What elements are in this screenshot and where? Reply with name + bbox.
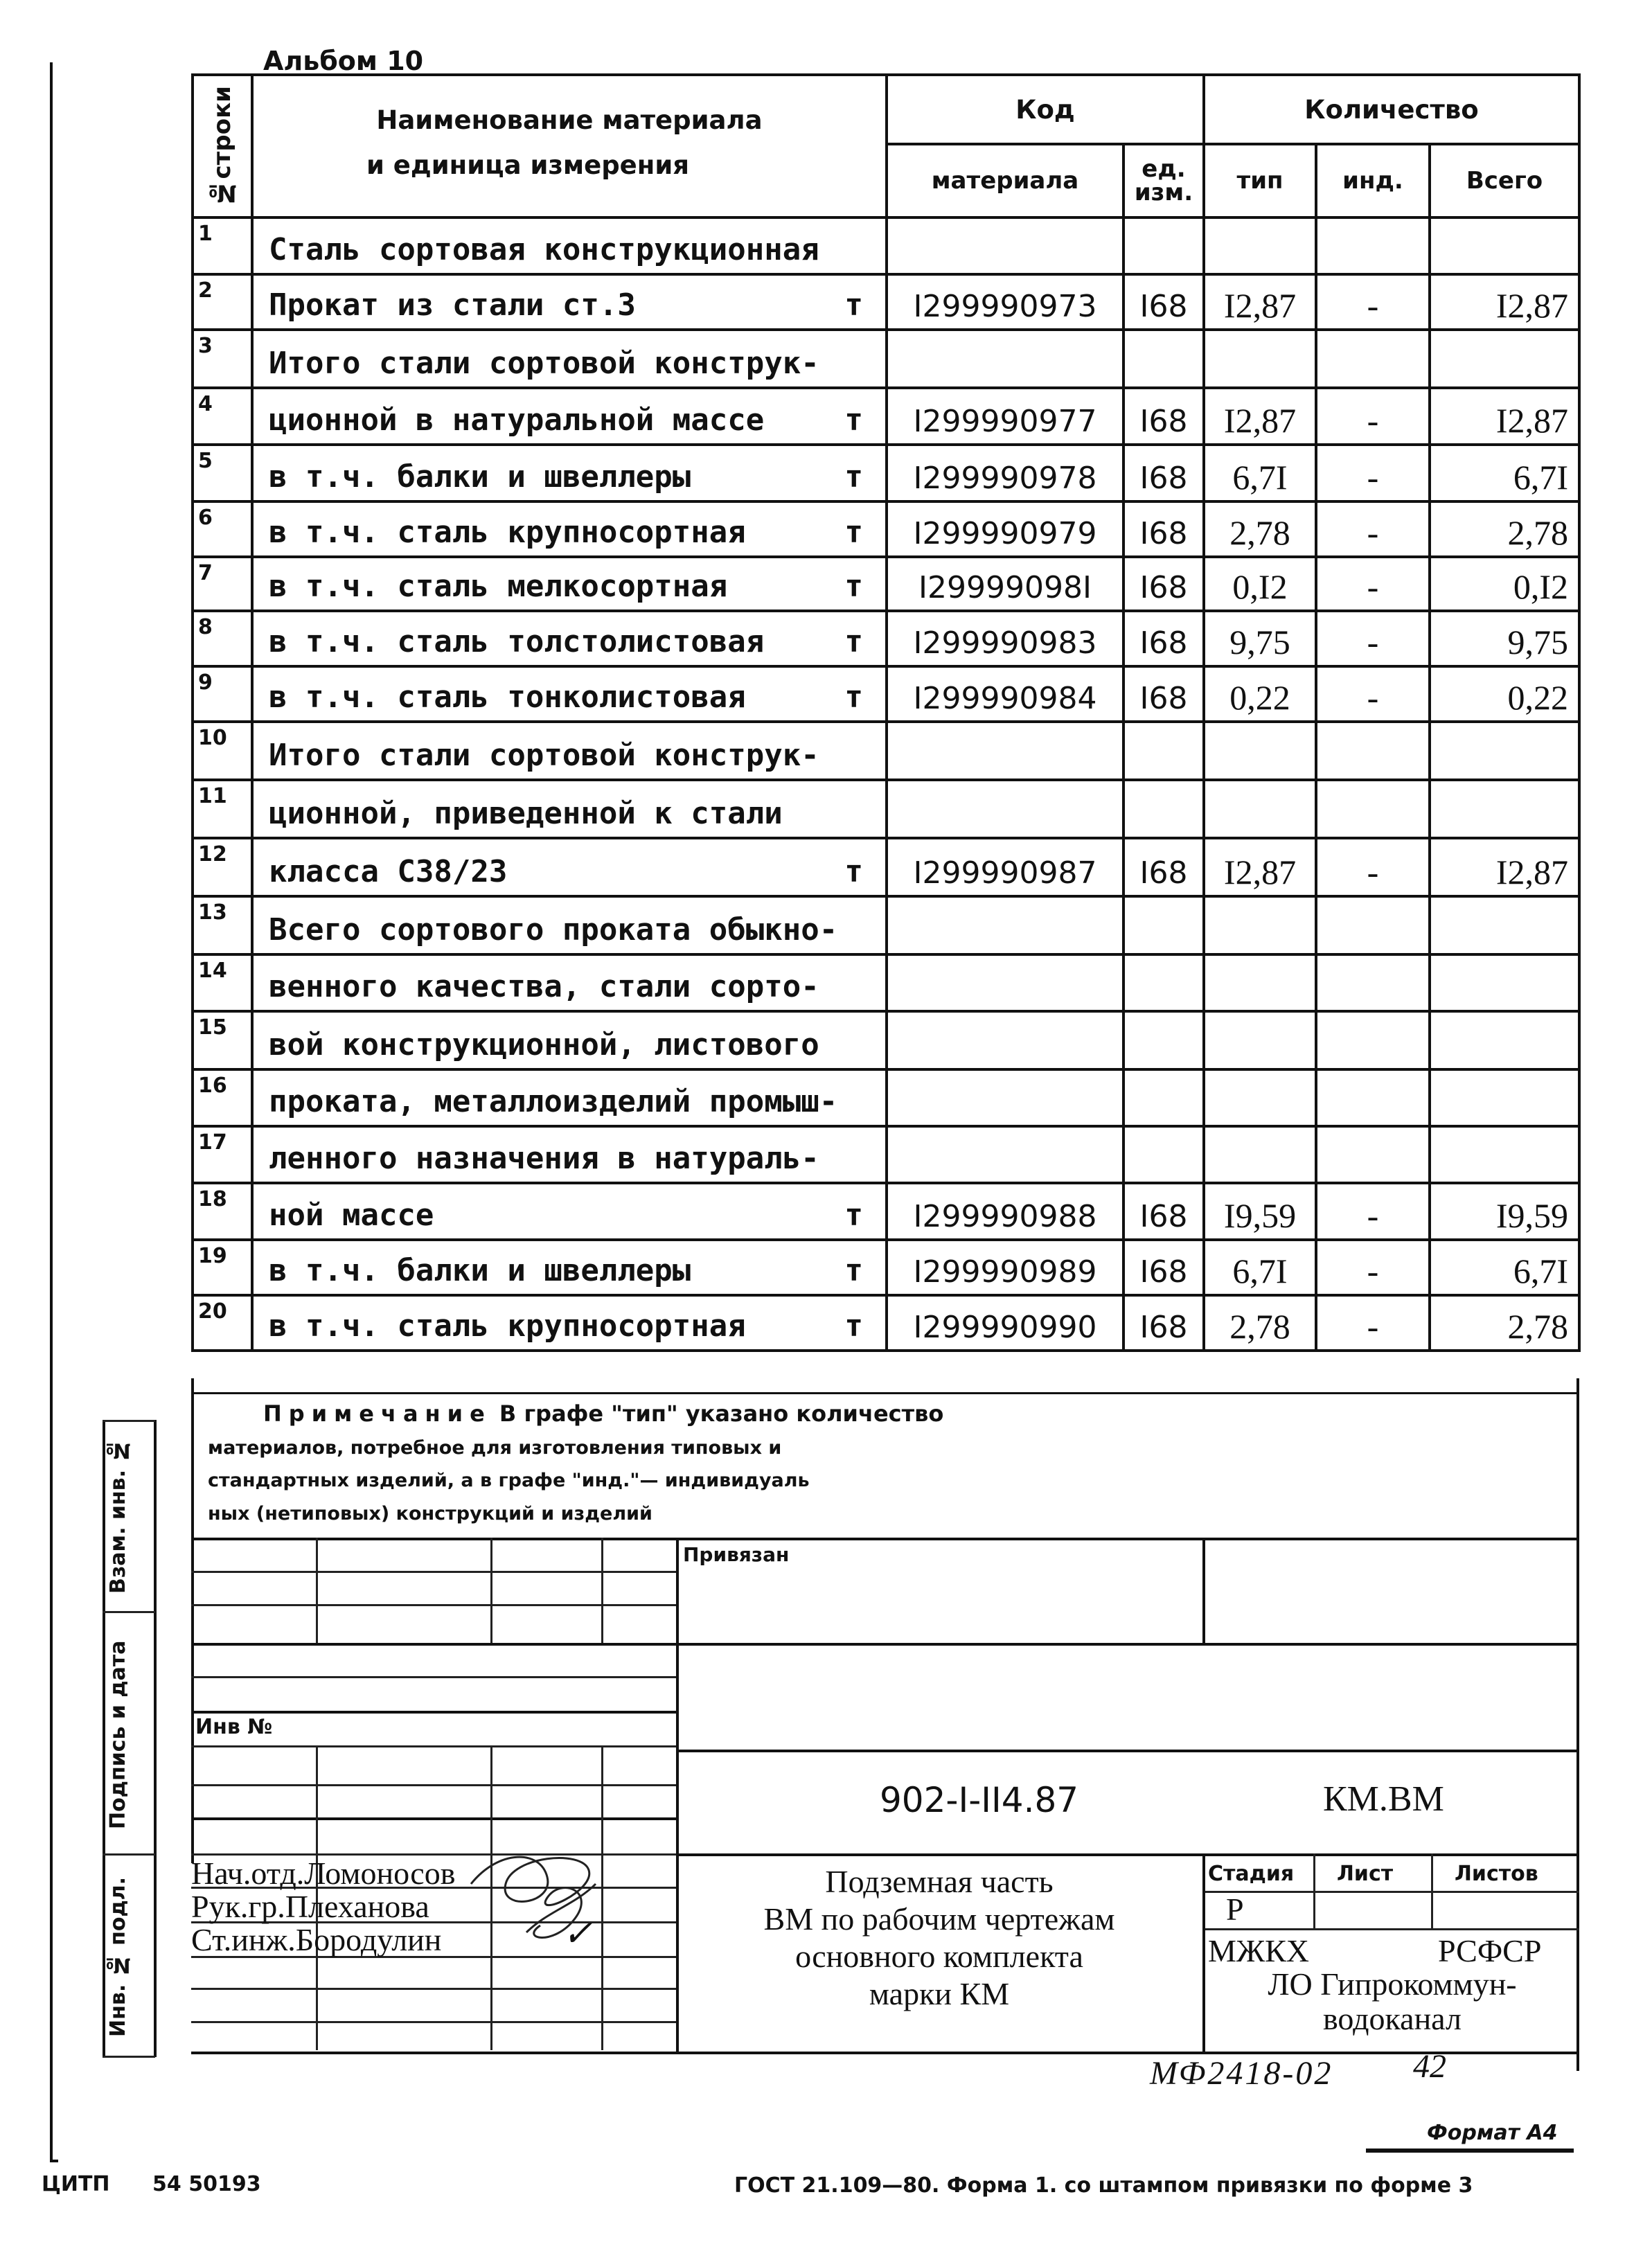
unit-code: I68	[1123, 388, 1204, 445]
table-row	[193, 217, 1579, 274]
stamp-document-code: 902-I-II4.87	[880, 1780, 1079, 1820]
quantity-total: I2,87	[1430, 388, 1579, 445]
unit-label: т	[844, 1253, 863, 1288]
material-code	[887, 1011, 1123, 1069]
quantity-individual: -	[1316, 557, 1430, 611]
quantity-individual	[1316, 1069, 1430, 1126]
unit-code: I68	[1123, 274, 1204, 330]
quantity-type: 6,7I	[1204, 1240, 1316, 1295]
quantity-type	[1204, 896, 1316, 954]
footer-gost: ГОСТ 21.109—80. Форма 1. со штампом привязки по форме 3	[734, 2173, 1473, 2198]
table-row	[193, 838, 1579, 896]
drawing-title: Подземная часть ВМ по рабочим чертежам основного комплекта марки КМ	[763, 1864, 1115, 2011]
row-number: 4	[193, 388, 252, 445]
unit-code	[1123, 1126, 1204, 1183]
material-name-text: вой конструкционной, листового	[269, 1027, 819, 1062]
left-margin-line	[50, 62, 53, 2161]
material-code: I299990989	[887, 1240, 1123, 1295]
quantity-type: 2,78	[1204, 501, 1316, 557]
quantity-individual: -	[1316, 611, 1430, 666]
unit-label: т	[844, 287, 863, 323]
unit-code: I68	[1123, 1183, 1204, 1240]
quantity-type: I9,59	[1204, 1183, 1316, 1240]
table-row	[193, 954, 1579, 1011]
row-number: 5	[193, 445, 252, 501]
side-column-left	[103, 1420, 105, 2057]
quantity-individual: -	[1316, 501, 1430, 557]
note-line-3: стандартных изделий, а в графе "инд."— индивидуаль	[208, 1470, 810, 1491]
quantity-type	[1204, 1069, 1316, 1126]
row-number: 17	[193, 1126, 252, 1183]
stamp-mark: КМ.ВМ	[1323, 1779, 1444, 1819]
material-name-text: класса С38/23	[269, 854, 508, 889]
table-row	[193, 1240, 1579, 1295]
unit-code	[1123, 1011, 1204, 1069]
quantity-individual: -	[1316, 1295, 1430, 1351]
stage-value: Р	[1226, 1892, 1244, 1927]
staff-name: Плеханова	[285, 1889, 429, 1924]
material-name	[252, 1126, 887, 1183]
signature-initials: ✓	[562, 1914, 593, 1954]
table-row	[193, 388, 1579, 445]
staff-row-1	[191, 1855, 455, 1892]
stamp-inv-no-label: Инв №	[195, 1715, 273, 1739]
row-number: 11	[193, 780, 252, 838]
material-name	[252, 1295, 887, 1351]
staff-role: Рук.гр.	[191, 1889, 285, 1924]
material-name-text: венного качества, стали сорто-	[269, 969, 819, 1004]
quantity-individual: -	[1316, 1240, 1430, 1295]
quantity-total: 0,I2	[1430, 557, 1579, 611]
material-code	[887, 896, 1123, 954]
quantity-total: 6,7I	[1430, 445, 1579, 501]
quantity-individual: -	[1316, 666, 1430, 722]
quantity-type	[1204, 780, 1316, 838]
row-number: 8	[193, 611, 252, 666]
material-name	[252, 557, 887, 611]
unit-code: I68	[1123, 666, 1204, 722]
quantity-total	[1430, 896, 1579, 954]
margin-tick	[50, 2160, 58, 2162]
footer-order-number: 54 50193	[152, 2172, 261, 2196]
quantity-total: I9,59	[1430, 1183, 1579, 1240]
material-name-text: Всего сортового проката обыкно-	[269, 912, 838, 947]
quantity-total	[1430, 722, 1579, 780]
row-number: 2	[193, 274, 252, 330]
unit-label: т	[844, 1198, 863, 1233]
stage-label: Стадия	[1208, 1862, 1295, 1886]
note-line-2: материалов, потребное для изготовления типовых и	[208, 1437, 782, 1459]
quantity-individual	[1316, 954, 1430, 1011]
material-name-text: в т.ч. сталь толстолистовая	[269, 624, 765, 659]
column-header-type: тип	[1204, 144, 1316, 217]
footer-org: ЦИТП	[42, 2172, 110, 2196]
material-code	[887, 217, 1123, 274]
quantity-type: 6,7I	[1204, 445, 1316, 501]
quantity-type	[1204, 954, 1316, 1011]
quantity-total	[1430, 780, 1579, 838]
material-name	[252, 954, 887, 1011]
material-name	[252, 666, 887, 722]
material-code	[887, 722, 1123, 780]
note-title: Примечание	[263, 1400, 492, 1427]
unit-code	[1123, 330, 1204, 388]
material-name-text: Прокат из стали ст.3	[269, 287, 636, 323]
note-line-4: ных (нетиповых) конструкций и изделий	[208, 1503, 652, 1524]
footer-format-underline	[1366, 2148, 1574, 2153]
quantity-type	[1204, 722, 1316, 780]
quantity-total	[1430, 217, 1579, 274]
table-row	[193, 780, 1579, 838]
table-row	[193, 330, 1579, 388]
material-code: I299990987	[887, 838, 1123, 896]
quantity-type: 0,22	[1204, 666, 1316, 722]
material-name	[252, 1011, 887, 1069]
unit-label: т	[844, 459, 863, 495]
side-column-right	[154, 1420, 157, 2057]
quantity-individual	[1316, 330, 1430, 388]
side-label-signature-date: Подпись и дата	[106, 1640, 130, 1830]
material-name-text: в т.ч. балки и швеллеры	[269, 1253, 691, 1288]
quantity-type	[1204, 217, 1316, 274]
footer-format: Формат А4	[1427, 2121, 1558, 2145]
quantity-individual: -	[1316, 1183, 1430, 1240]
material-code	[887, 1126, 1123, 1183]
material-name-text: Сталь сортовая конструкционная	[269, 232, 819, 267]
column-header-quantity: Количество	[1204, 75, 1579, 144]
row-number: 13	[193, 896, 252, 954]
material-name	[252, 388, 887, 445]
quantity-total: 2,78	[1430, 501, 1579, 557]
material-name-text: в т.ч. сталь крупносортная	[269, 1308, 746, 1344]
material-name-text: в т.ч. сталь крупносортная	[269, 515, 746, 550]
material-name	[252, 1240, 887, 1295]
row-number: 14	[193, 954, 252, 1011]
table-row	[193, 1183, 1579, 1240]
staff-name: Бородулин	[295, 1922, 442, 1957]
quantity-individual	[1316, 780, 1430, 838]
quantity-total: I2,87	[1430, 274, 1579, 330]
table-row	[193, 1069, 1579, 1126]
row-number: 12	[193, 838, 252, 896]
quantity-total	[1430, 1011, 1579, 1069]
unit-code	[1123, 722, 1204, 780]
unit-code: I68	[1123, 557, 1204, 611]
row-number: 3	[193, 330, 252, 388]
row-number: 6	[193, 501, 252, 557]
unit-code	[1123, 954, 1204, 1011]
material-name	[252, 722, 887, 780]
material-code: I299990979	[887, 501, 1123, 557]
column-header-name: Наименование материала и единица измерения	[252, 75, 887, 217]
unit-label: т	[844, 402, 863, 438]
table-row	[193, 611, 1579, 666]
staff-role: Нач.отд.	[191, 1856, 305, 1891]
material-code: I299990984	[887, 666, 1123, 722]
quantity-type	[1204, 330, 1316, 388]
unit-code	[1123, 1069, 1204, 1126]
material-name-text: в т.ч. балки и швеллеры	[269, 459, 691, 495]
material-name-text: Итого стали сортовой конструк-	[269, 346, 819, 381]
unit-label: т	[844, 624, 863, 659]
material-name	[252, 330, 887, 388]
material-name	[252, 780, 887, 838]
frame-left-edge	[191, 1378, 194, 1863]
quantity-individual: -	[1316, 388, 1430, 445]
quantity-total	[1430, 1069, 1579, 1126]
material-code: I299990990	[887, 1295, 1123, 1351]
note-top-border	[191, 1392, 1579, 1394]
material-name	[252, 274, 887, 330]
material-name	[252, 217, 887, 274]
materials-table	[191, 73, 1581, 1352]
material-code	[887, 954, 1123, 1011]
note-line-1: Примечание В графе "тип" указано количество	[263, 1400, 944, 1427]
quantity-individual	[1316, 1011, 1430, 1069]
material-name	[252, 611, 887, 666]
unit-code: I68	[1123, 611, 1204, 666]
material-name-text: Итого стали сортовой конструк-	[269, 738, 819, 773]
material-name-text: ционной, приведенной к стали	[269, 796, 783, 831]
material-name-text: проката, металлоизделий промыш-	[269, 1084, 838, 1119]
column-header-total: Всего	[1430, 144, 1579, 217]
unit-code: I68	[1123, 501, 1204, 557]
material-name	[252, 501, 887, 557]
material-name	[252, 445, 887, 501]
quantity-total: I2,87	[1430, 838, 1579, 896]
sheets-count-label: Листов	[1455, 1862, 1538, 1886]
row-number: 20	[193, 1295, 252, 1351]
staff-role: Ст.инж.	[191, 1922, 296, 1957]
unit-label: т	[844, 854, 863, 889]
staff-row-2	[191, 1888, 429, 1925]
quantity-total	[1430, 1126, 1579, 1183]
quantity-type: I2,87	[1204, 838, 1316, 896]
sheet-label: Лист	[1337, 1862, 1394, 1886]
quantity-type: 2,78	[1204, 1295, 1316, 1351]
unit-code	[1123, 896, 1204, 954]
unit-label: т	[844, 1308, 863, 1344]
table-row	[193, 501, 1579, 557]
quantity-individual	[1316, 217, 1430, 274]
material-name	[252, 1069, 887, 1126]
quantity-total: 9,75	[1430, 611, 1579, 666]
unit-code	[1123, 217, 1204, 274]
quantity-individual: -	[1316, 445, 1430, 501]
material-name-text: ционной в натуральной массе	[269, 402, 765, 438]
handwritten-page-number: 42	[1413, 2048, 1446, 2085]
table-row	[193, 1295, 1579, 1351]
material-code: I299990983	[887, 611, 1123, 666]
material-name-text: ной массе	[269, 1198, 434, 1233]
table-row	[193, 1011, 1579, 1069]
staff-row-3	[191, 1921, 441, 1958]
column-header-row-no: №строки	[193, 75, 252, 217]
material-code: I299990977	[887, 388, 1123, 445]
material-name-text: ленного назначения в натураль-	[269, 1141, 819, 1176]
quantity-type: 0,I2	[1204, 557, 1316, 611]
handwritten-archive-code: МФ2418-02	[1150, 2055, 1333, 2092]
unit-code	[1123, 780, 1204, 838]
org-ministry: МЖКХ	[1208, 1933, 1310, 1968]
side-label-replaced-inv: Взам. инв. №	[106, 1438, 130, 1594]
quantity-type	[1204, 1126, 1316, 1183]
quantity-total	[1430, 954, 1579, 1011]
material-code	[887, 780, 1123, 838]
quantity-total	[1430, 330, 1579, 388]
material-name-text: в т.ч. сталь тонколистовая	[269, 679, 746, 715]
quantity-individual	[1316, 1126, 1430, 1183]
table-row	[193, 722, 1579, 780]
quantity-total: 0,22	[1430, 666, 1579, 722]
row-number: 9	[193, 666, 252, 722]
quantity-individual: -	[1316, 274, 1430, 330]
stamp-attached-label: Привязан	[683, 1543, 790, 1566]
row-number: 1	[193, 217, 252, 274]
quantity-type: I2,87	[1204, 274, 1316, 330]
column-header-material-code: материала	[887, 144, 1123, 217]
row-number: 15	[193, 1011, 252, 1069]
material-code: I299990973	[887, 274, 1123, 330]
column-header-unit-code: ед. изм.	[1123, 144, 1204, 217]
material-code: I299990978	[887, 445, 1123, 501]
row-number: 19	[193, 1240, 252, 1295]
table-row	[193, 666, 1579, 722]
material-code: I29999098I	[887, 557, 1123, 611]
unit-label: т	[844, 569, 863, 604]
column-header-individual: инд.	[1316, 144, 1430, 217]
unit-code: I68	[1123, 445, 1204, 501]
unit-code: I68	[1123, 838, 1204, 896]
unit-label: т	[844, 515, 863, 550]
quantity-type	[1204, 1011, 1316, 1069]
album-fragment: Альбом 10	[263, 48, 424, 73]
quantity-total: 6,7I	[1430, 1240, 1579, 1295]
material-code	[887, 1069, 1123, 1126]
row-number: 18	[193, 1183, 252, 1240]
quantity-individual	[1316, 896, 1430, 954]
material-name	[252, 896, 887, 954]
material-name	[252, 1183, 887, 1240]
table-row	[193, 274, 1579, 330]
quantity-individual: -	[1316, 838, 1430, 896]
material-name-text: в т.ч. сталь мелкосортная	[269, 569, 728, 604]
material-name	[252, 838, 887, 896]
unit-code: I68	[1123, 1240, 1204, 1295]
org-republic: РСФСР	[1438, 1933, 1542, 1968]
table-row	[193, 896, 1579, 954]
quantity-total: 2,78	[1430, 1295, 1579, 1351]
table-row	[193, 445, 1579, 501]
unit-code: I68	[1123, 1295, 1204, 1351]
material-code: I299990988	[887, 1183, 1123, 1240]
row-number: 7	[193, 557, 252, 611]
quantity-type: I2,87	[1204, 388, 1316, 445]
row-number: 10	[193, 722, 252, 780]
staff-name: Ломоносов	[304, 1856, 456, 1891]
side-label-inv-original: Инв. № подл.	[106, 1876, 130, 2037]
org-institute: ЛО Гипрокоммун- водоканал	[1268, 1966, 1517, 2036]
table-row	[193, 1126, 1579, 1183]
quantity-individual	[1316, 722, 1430, 780]
row-number: 16	[193, 1069, 252, 1126]
material-code	[887, 330, 1123, 388]
quantity-type: 9,75	[1204, 611, 1316, 666]
table-row	[193, 557, 1579, 611]
unit-label: т	[844, 679, 863, 715]
column-header-code: Код	[887, 75, 1204, 144]
